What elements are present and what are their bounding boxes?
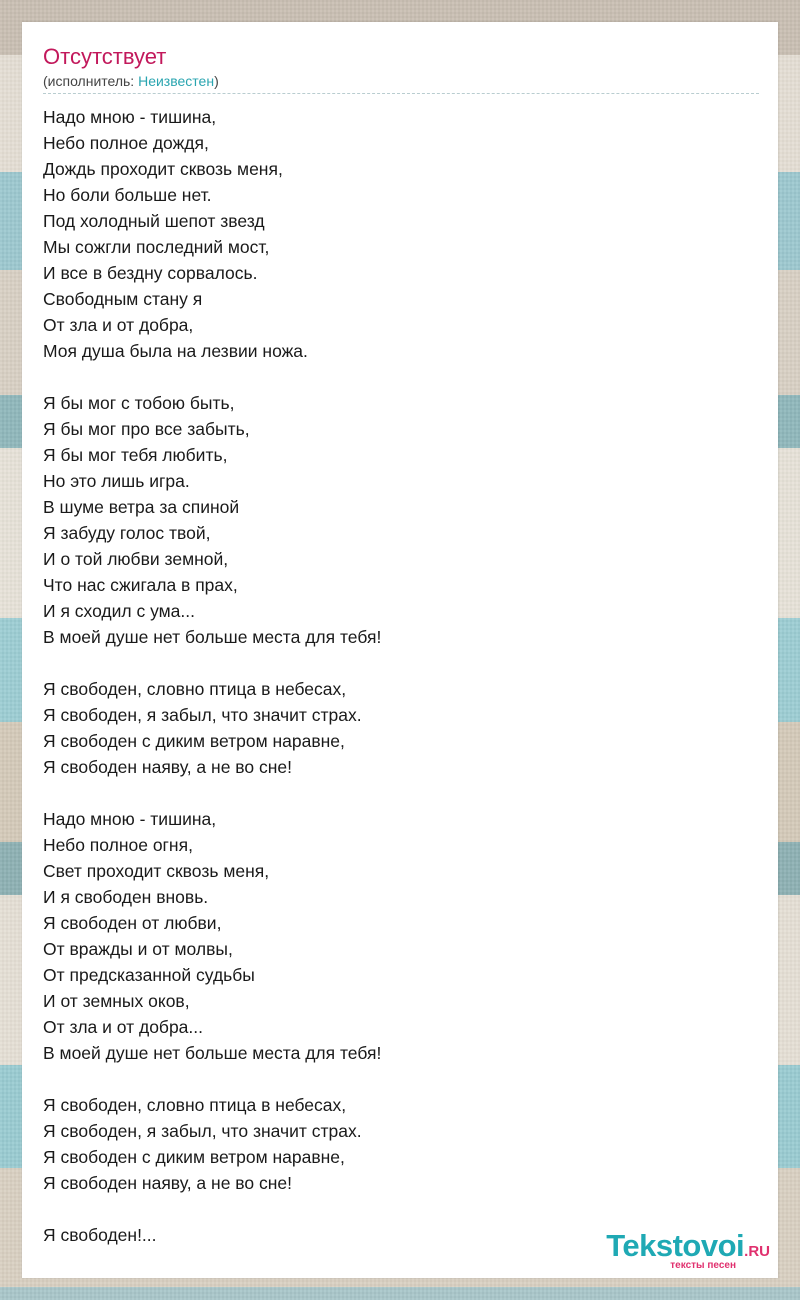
lyric-line: Но боли больше нет. [43,185,212,205]
lyric-line: От предсказанной судьбы [43,965,255,985]
lyric-line: Небо полное дождя, [43,133,209,153]
lyric-line: Я свободен с диким ветром наравне, [43,1147,345,1167]
lyric-line: Я свободен, я забыл, что значит страх. [43,1121,362,1141]
lyric-line: И все в бездну сорвалось. [43,263,258,283]
lyric-line: Моя душа была на лезвии ножа. [43,341,308,361]
site-logo[interactable] [560,1230,770,1274]
lyric-line: Я свободен, словно птица в небесах, [43,679,347,699]
artist-line [43,72,219,90]
lyric-blank-line [43,364,743,390]
lyric-line: Надо мною - тишина, [43,809,217,829]
lyric-line: Я забуду голос твой, [43,523,211,543]
artist-link[interactable]: Неизвестен [138,73,215,89]
lyrics-text [43,104,743,1248]
logo-tld: .RU [744,1243,770,1260]
lyric-line: Я свободен, я забыл, что значит страх. [43,705,362,725]
lyric-blank-line [43,780,743,806]
lyric-line: Небо полное огня, [43,835,193,855]
lyric-line: В моей душе нет больше места для тебя! [43,1043,382,1063]
lyric-line: Я свободен, словно птица в небесах, [43,1095,347,1115]
lyric-line: Надо мною - тишина, [43,107,217,127]
title-divider [43,93,759,94]
lyric-line: Мы сожгли последний мост, [43,237,270,257]
lyric-line: Я бы мог про все забыть, [43,419,250,439]
lyric-line: В моей душе нет больше места для тебя! [43,627,382,647]
lyric-line: Я свободен наяву, а не во сне! [43,1173,292,1193]
lyric-line: От зла и от добра... [43,1017,204,1037]
song-title: Отсутствует [43,44,167,69]
lyric-line: Я свободен!... [43,1225,157,1245]
lyric-line: Я свободен наяву, а не во сне! [43,757,292,777]
lyric-line: Но это лишь игра. [43,471,190,491]
lyric-line: Я бы мог с тобою быть, [43,393,235,413]
lyric-line: В шуме ветра за спиной [43,497,240,517]
lyric-blank-line [43,1066,743,1092]
lyric-line: И я свободен вновь. [43,887,209,907]
lyric-line: Я бы мог тебя любить, [43,445,228,465]
lyric-line: Я свободен с диким ветром наравне, [43,731,345,751]
logo-tagline: тексты песен [670,1260,736,1271]
artist-suffix: ) [214,73,219,89]
lyric-line: Под холодный шепот звезд [43,211,265,231]
lyrics-card [22,22,778,1278]
lyric-line: Что нас сжигала в прах, [43,575,238,595]
logo-name: Tekstovoi [606,1228,745,1263]
lyric-blank-line [43,650,743,676]
lyric-blank-line [43,1196,743,1222]
artist-prefix: (исполнитель: [43,73,139,89]
lyric-line: От вражды и от молвы, [43,939,233,959]
lyric-line: И о той любви земной, [43,549,229,569]
lyric-line: Свободным стану я [43,289,203,309]
lyric-line: Дождь проходит сквозь меня, [43,159,283,179]
lyric-line: От зла и от добра, [43,315,194,335]
lyric-line: И я сходил с ума... [43,601,196,621]
lyric-line: Свет проходит сквозь меня, [43,861,270,881]
lyric-line: И от земных оков, [43,991,190,1011]
lyric-line: Я свободен от любви, [43,913,222,933]
